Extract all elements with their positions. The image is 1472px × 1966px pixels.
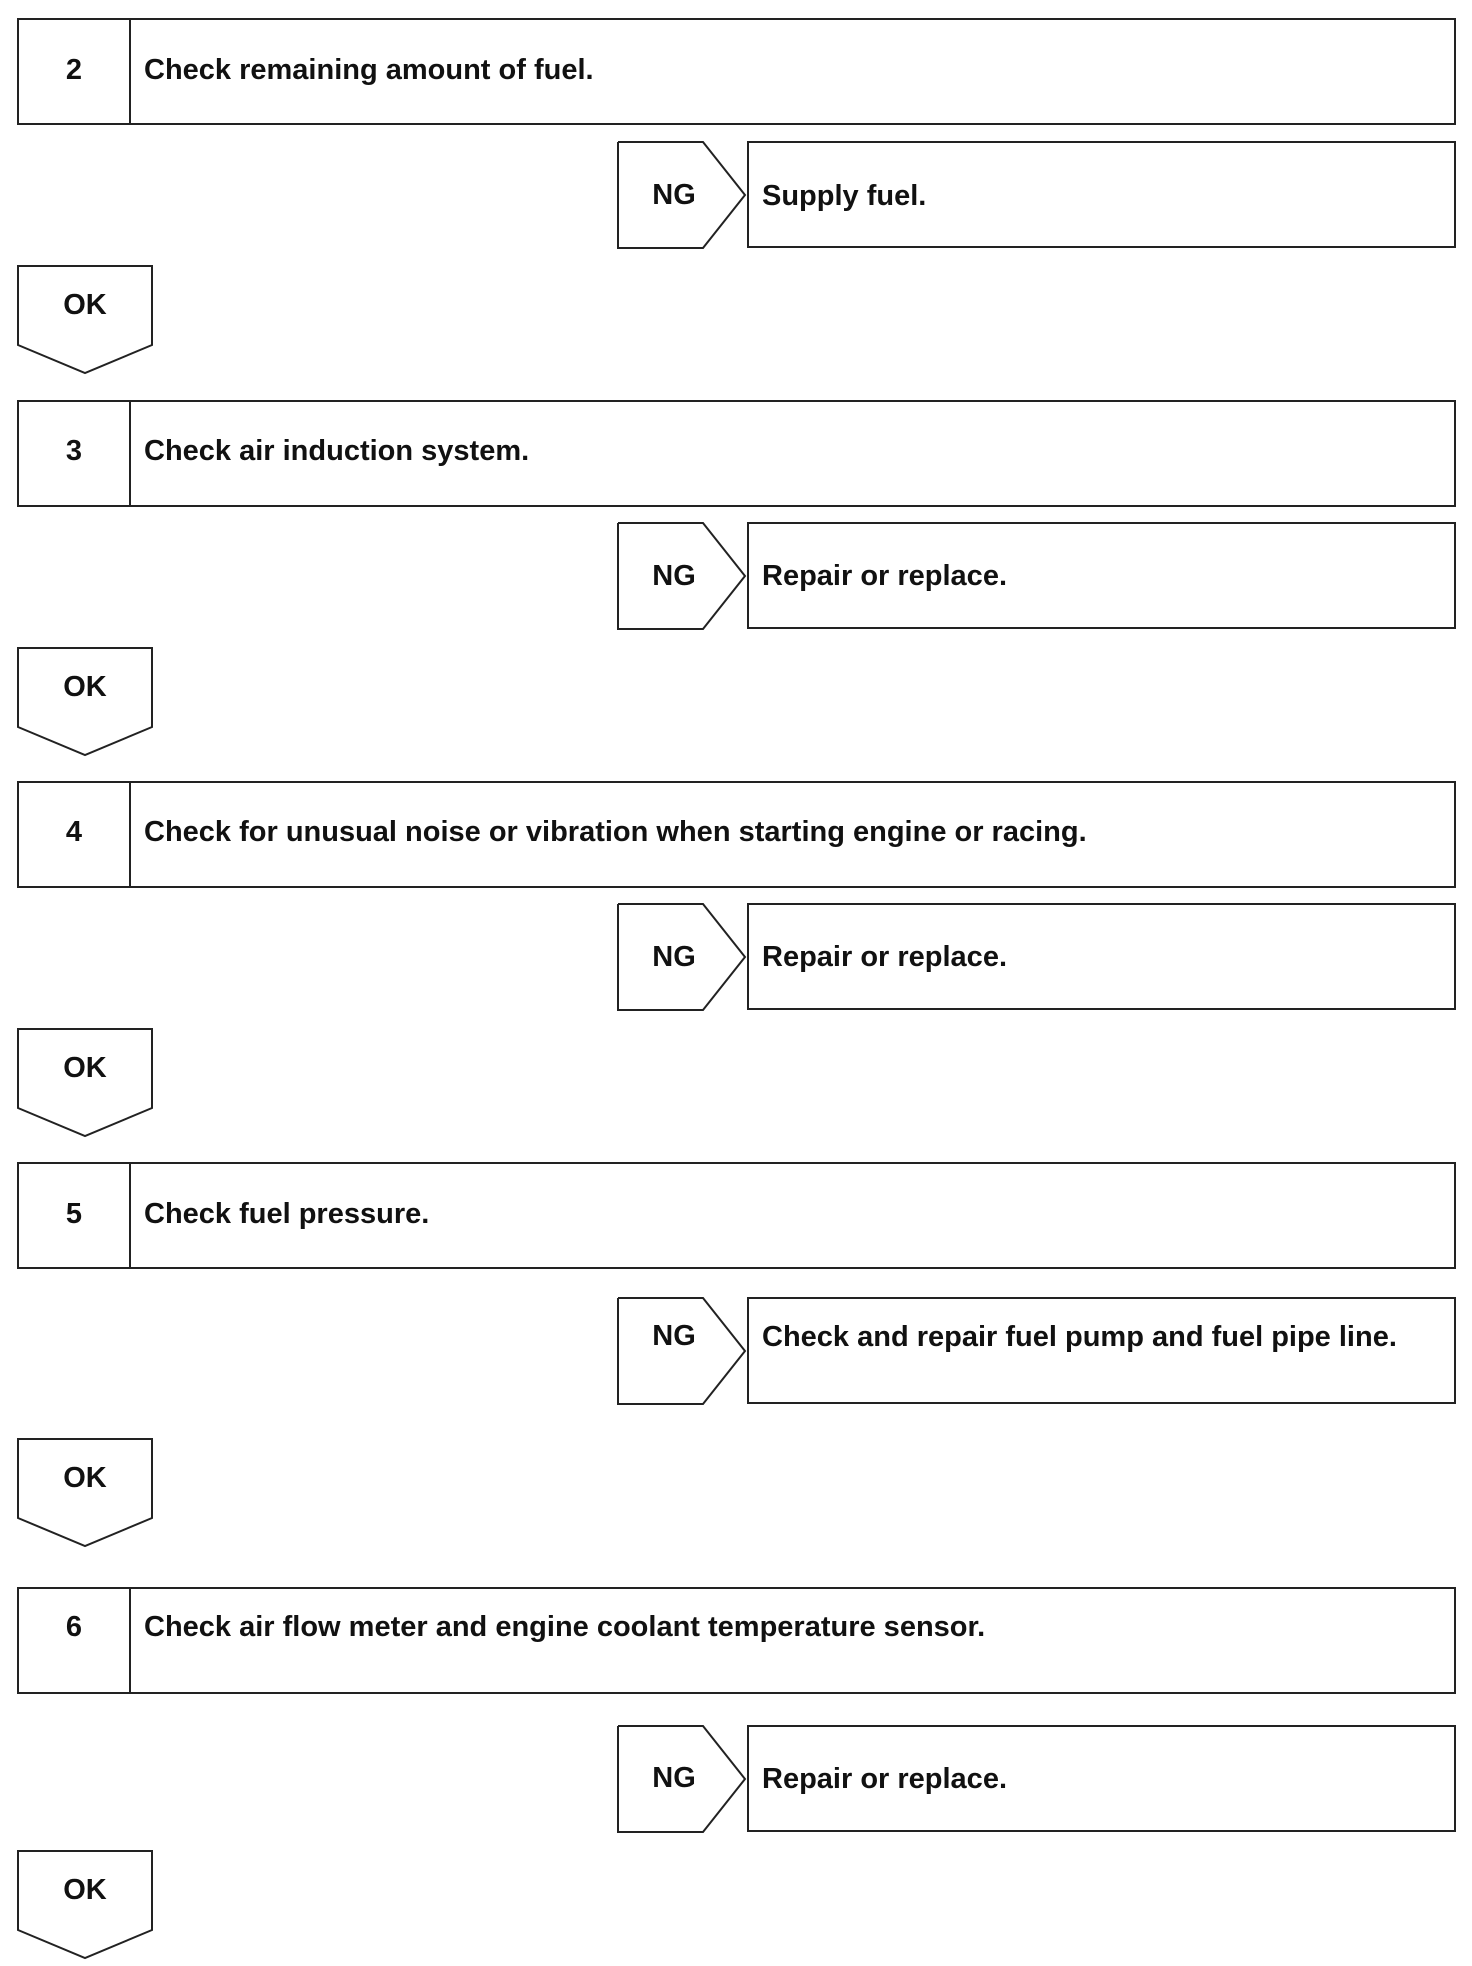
step-description: Check fuel pressure. (144, 1198, 430, 1230)
step-number: 4 (19, 783, 131, 886)
ng-label: NG (652, 560, 696, 592)
ng-label: NG (652, 1762, 696, 1794)
step-number: 3 (19, 402, 131, 505)
step-description: Check air induction system. (144, 435, 530, 467)
ng-action-box: Check and repair fuel pump and fuel pipe line. (747, 1297, 1456, 1404)
step-box-6 (17, 1587, 1456, 1694)
step-box-5 (17, 1162, 1456, 1269)
ng-action-box: Repair or replace. (747, 1725, 1456, 1832)
step-box-2 (17, 18, 1456, 125)
ok-label: OK (63, 289, 107, 321)
ok-label: OK (63, 1874, 107, 1906)
step-description: Check for unusual noise or vibration when starting engine or racing. (144, 816, 1087, 848)
ng-action-box: Repair or replace. (747, 903, 1456, 1010)
step-number: 2 (19, 20, 131, 123)
ng-label: NG (652, 1320, 696, 1352)
ng-label: NG (652, 179, 696, 211)
step-number: 5 (19, 1164, 131, 1267)
ok-label: OK (63, 1462, 107, 1494)
step-box-3 (17, 400, 1456, 507)
step-number: 6 (19, 1589, 131, 1692)
ng-label: NG (652, 941, 696, 973)
ok-label: OK (63, 1052, 107, 1084)
step-description: Check remaining amount of fuel. (144, 54, 594, 86)
ok-label: OK (63, 671, 107, 703)
ng-action-box: Supply fuel. (747, 141, 1456, 248)
step-box-4 (17, 781, 1456, 888)
step-description: Check air flow meter and engine coolant temperature sensor. (144, 1611, 986, 1643)
ng-action-box: Repair or replace. (747, 522, 1456, 629)
